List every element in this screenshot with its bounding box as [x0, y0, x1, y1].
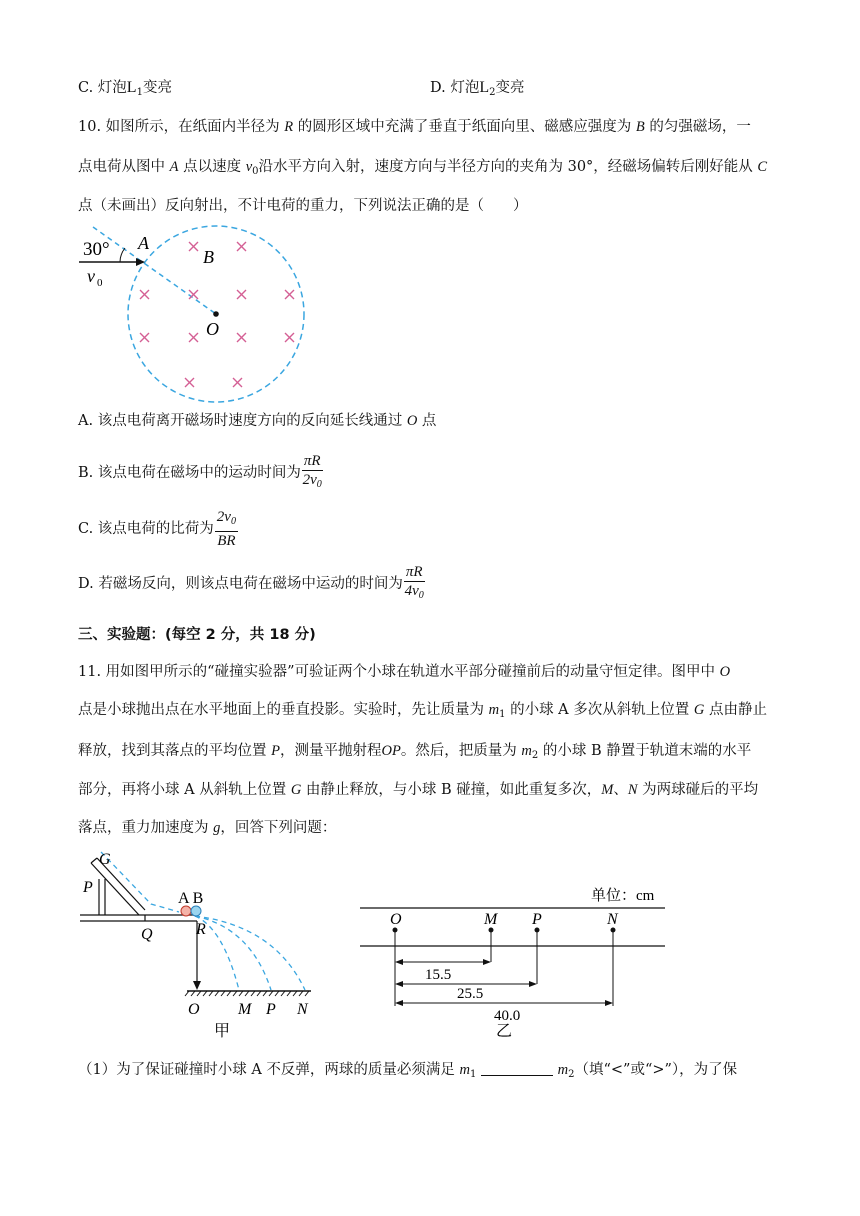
- angle-arc: [120, 248, 125, 262]
- ball-a: [181, 906, 191, 916]
- magnetic-field-figure: [75, 225, 315, 405]
- section-heading: 三、实验题：(每空 2 分，共 18 分): [78, 627, 316, 643]
- q11-line-4: 部分，再将小球 A 从斜轨上位置 G 由静止释放，与小球 B 碰撞，如此重复多次，M、N 为两球碰后的平均: [78, 782, 759, 798]
- svg-text:P: P: [532, 911, 542, 928]
- svg-text:O: O: [188, 1001, 200, 1018]
- q10-option-a[interactable]: A. 该点电荷离开磁场时速度方向的反向延长线通过 O 点: [78, 413, 437, 429]
- svg-text:P: P: [266, 1001, 276, 1018]
- fraction: $\frac{\pi R}{2v_0}$: [302, 453, 322, 490]
- point-a-label: A: [138, 233, 149, 253]
- svg-text:P: P: [83, 879, 93, 896]
- svg-text:Q: Q: [141, 926, 153, 943]
- svg-text:O: O: [390, 911, 402, 928]
- q10-option-b[interactable]: B. 该点电荷在磁场中的运动时间为 $\frac{\pi R}{2v_0}$: [78, 450, 324, 496]
- center-dot: [213, 311, 219, 317]
- radius-dashed-line: [93, 227, 216, 314]
- field-b-label: B: [203, 247, 214, 267]
- svg-text:甲: 甲: [214, 1023, 231, 1038]
- collision-apparatus-figure: [75, 848, 325, 1038]
- ball-b: [191, 906, 201, 916]
- option-c-prev: C. 灯泡$L_1$变亮: [78, 79, 172, 98]
- fraction: $\frac{2v_0}{BR}$: [216, 509, 236, 549]
- q10-line-2: 点电荷从图中 A 点以速度 $v_0$沿水平方向入射，速度方向与半径方向的夹角为 30°，经磁场偏转后刚好能从 C: [78, 159, 768, 177]
- horizontal-track: [80, 915, 197, 921]
- svg-text:M: M: [484, 911, 498, 928]
- q10-option-c[interactable]: C. 该点电荷的比荷为 $\frac{2v_0}{BR}$: [78, 509, 236, 549]
- svg-text:R: R: [196, 921, 206, 938]
- q11-line-3: 释放，找到其落点的平均位置 P，测量平抛射程OP。然后，把质量为 $m_2$ 的小球 B 静置于轨道末端的水平: [78, 743, 752, 761]
- q10-option-d[interactable]: D. 若磁场反向，则该点电荷在磁场中运动的时间为 $\frac{\pi R}{4v_0}$: [78, 561, 426, 607]
- q10-line-1: 10. 如图所示，在纸面内半径为 R 的圆形区域中充满了垂直于纸面向里、磁感应强度为 B 的匀强磁场，一: [78, 119, 751, 135]
- svg-text:25.5: 25.5: [457, 986, 484, 1002]
- svg-text:G: G: [99, 851, 111, 868]
- svg-text:N: N: [297, 1001, 308, 1018]
- svg-text:M: M: [238, 1001, 252, 1018]
- q10-line-3: 点（未画出）反向射出，不计电荷的重力，下列说法正确的是（ ）: [78, 198, 528, 214]
- svg-text:A B: A B: [178, 890, 204, 907]
- svg-text:单位：cm: 单位：cm: [591, 888, 655, 904]
- svg-text:N: N: [607, 911, 618, 928]
- answer-blank[interactable]: [481, 1061, 553, 1076]
- measurement-diagram: [355, 878, 675, 1038]
- angle-label: 30°: [83, 239, 110, 260]
- svg-text:40.0: 40.0: [494, 1008, 521, 1024]
- q11-line-1: 11. 用如图甲所示的“碰撞实验器”可验证两个小球在轨道水平部分碰撞前后的动量守恒定律。图甲中 O: [78, 664, 731, 680]
- fraction: $\frac{\pi R}{4v_0}$: [404, 564, 424, 601]
- svg-text:乙: 乙: [496, 1023, 513, 1038]
- q11-line-2: 点是小球抛出点在水平地面上的垂直投影。实验时，先让质量为 $m_1$ 的小球 A 多次从斜轨上位置 G 点由静止: [78, 702, 767, 720]
- velocity-label: v: [87, 266, 95, 286]
- q11-sub-1: （1）为了保证碰撞时小球 A 不反弹，两球的质量必须满足 $m_1$ $m_2$（填“<”或“>”），为了保: [78, 1062, 738, 1080]
- q11-line-5: 落点，重力加速度为 g，回答下列问题：: [78, 820, 337, 836]
- svg-text:15.5: 15.5: [425, 967, 452, 983]
- svg-text:0: 0: [97, 277, 103, 289]
- option-d-prev: D. 灯泡$L_2$变亮: [430, 79, 525, 98]
- center-o-label: O: [206, 319, 219, 339]
